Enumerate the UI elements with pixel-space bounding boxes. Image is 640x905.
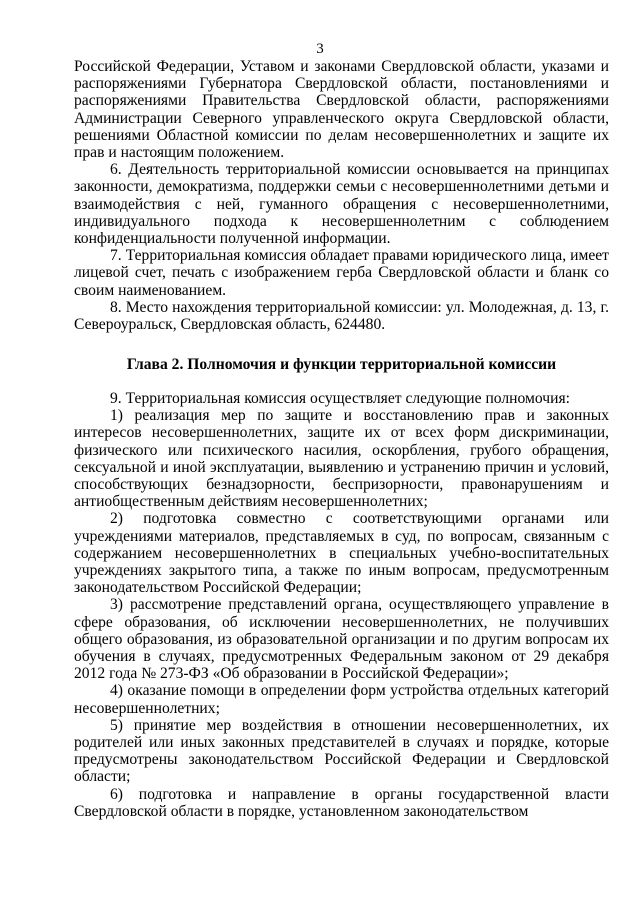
paragraphs-block-1	[74, 58, 609, 333]
chapter-heading: Глава 2. Полномочия и функции территориальной комиссии	[126, 356, 557, 373]
paragraph-item-7: 7. Территориальная комиссия обладает правами юридического лица, имеет лицевой счет, печать с изображением герба Свердловской области и бланк со своим наименованием.	[74, 247, 609, 299]
paragraph-item-9: 9. Территориальная комиссия осуществляет следующие полномочия:	[110, 390, 570, 407]
paragraph-continuation: Российской Федерации, Уставом и законами Свердловской области, указами и распоряжениями Губернатора Свердловской области, постановлениями и распоряжениями Правительства Свердловской области, распоряжениями Администрации Северного управленческого округа Свердловской области, решениями Областной комиссии по делам несовершеннолетних и защите их прав и настоящим положением.	[74, 58, 609, 162]
list-item-3: 3) рассмотрение представлений органа, осуществляющего управление в сфере образования, об исключении несовершеннолетних, не получивших общего образования, из образовательной организации и по другим вопросам их обучения в случаях, предусмотренных Федеральным законом от 29 декабря 2012 года № 273-ФЗ «Об образовании в Российской Федерации»;	[74, 596, 609, 683]
list-item-5: 5) принятие мер воздействия в отношении несовершеннолетних, их родителей или иных законных представителей в случаях и порядке, которые предусмотрены законодательством Российской Федерации и Свердловской области;	[74, 716, 609, 786]
list-item-2: 2) подготовка совместно с соответствующими органами или учреждениями материалов, представляемых в суд, по вопросам, связанным с содержанием несовершеннолетних в специальных учебно-воспитательных учреждениях закрытого типа, а также по иным вопросам, предусмотренным законодательством Российской Федерации;	[74, 510, 609, 597]
list-item-6: 6) подготовка и направление в органы государственной власти Свердловской области в порядке, установленном законодательством	[74, 785, 609, 820]
list-item-4: 4) оказание помощи в определении форм устройства отдельных категорий несовершеннолетних;	[74, 682, 609, 717]
paragraph-item-6: 6. Деятельность территориальной комиссии основывается на принципах законности, демократизма, поддержки семьи с несовершеннолетними детьми и взаимодействия с ней, гуманного обращения с несовершеннолетними, индивидуального подхода к несовершеннолетним с соблюдением конфиденциальности полученной информации.	[74, 161, 609, 248]
paragraph-item-8: 8. Место нахождения территориальной комиссии: ул. Молодежная, д. 13, г. Североуральск, Свердловская область, 624480.	[74, 298, 609, 334]
paragraphs-block-2	[74, 390, 609, 820]
list-item-1: 1) реализация мер по защите и восстановлению прав и законных интересов несовершеннолетних, защите их от всех форм дискриминации, физического или психического насилия, оскорбления, грубого обращения, сексуальной и иной эксплуатации, выявлению и устранению причин и условий, способствующих безнадзорности, беспризорности, правонарушениям и антиобщественным действиям несовершеннолетних;	[74, 407, 609, 511]
page-number: 3	[316, 41, 324, 57]
